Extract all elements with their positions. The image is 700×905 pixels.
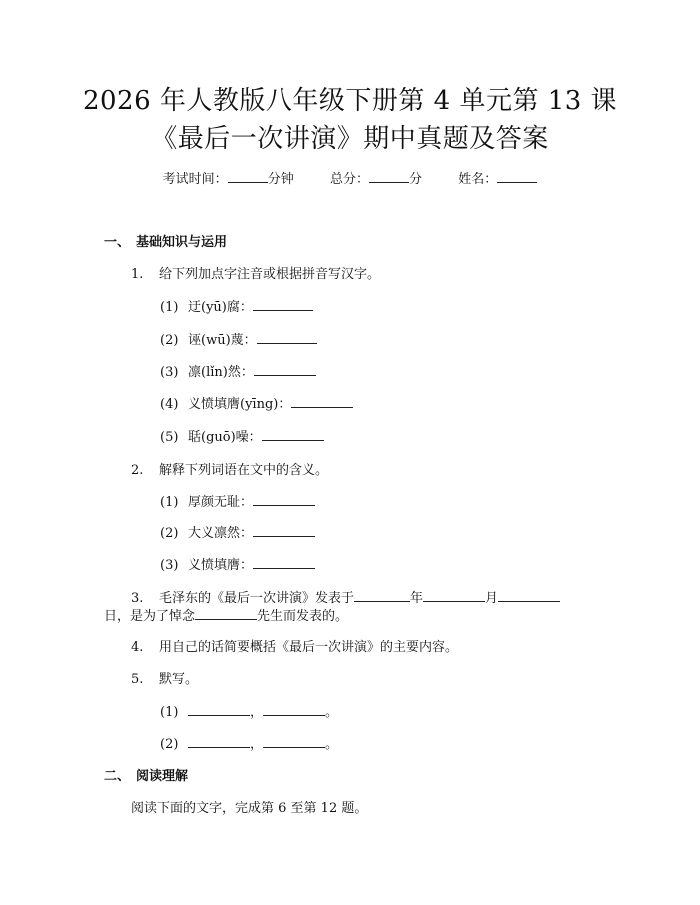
section-title: 阅读理解 (136, 769, 189, 784)
comma: ， (250, 705, 264, 720)
question-num: 4. (131, 640, 144, 655)
time-blank[interactable] (228, 170, 268, 183)
q5-item-1 (160, 701, 338, 720)
question-num: 1. (131, 267, 144, 282)
item-text: 凛(lǐn)然： (188, 365, 254, 380)
doc-title-line2: 《最后一次讲演》期中真题及答案 (151, 124, 549, 154)
answer-blank[interactable] (262, 428, 324, 441)
question-text: 默写。 (159, 672, 199, 687)
score-blank[interactable] (369, 170, 409, 183)
question-text: 日，是为了悼念 (104, 609, 196, 624)
item-text: 大义凛然： (188, 526, 254, 541)
answer-blank[interactable] (263, 703, 325, 716)
section-num: 二、 (104, 769, 131, 784)
q2-item-3 (160, 554, 315, 573)
answer-blank[interactable] (257, 331, 317, 344)
question-2 (131, 459, 328, 478)
question-text: 用自己的话简要概括《最后一次讲演》的主要内容。 (159, 640, 459, 655)
item-num: (5) (160, 430, 179, 445)
answer-blank[interactable] (291, 395, 353, 408)
answer-blank[interactable] (253, 556, 315, 569)
question-num: 3. (131, 591, 144, 606)
month-label: 月 (485, 591, 499, 606)
item-num: (1) (160, 495, 179, 510)
item-num: (2) (160, 737, 179, 752)
answer-blank[interactable] (253, 298, 313, 311)
section-heading-1 (104, 231, 227, 250)
question-text: 解释下列词语在文中的含义。 (159, 463, 329, 478)
section-num: 一、 (104, 235, 131, 250)
q1-item-3 (160, 361, 316, 380)
q1-item-1 (160, 296, 313, 315)
item-num: (4) (160, 397, 179, 412)
day-blank[interactable] (498, 589, 560, 602)
comma: ， (250, 737, 264, 752)
question-3-line2 (104, 605, 348, 624)
question-text: 给下列加点字注音或根据拼音写汉字。 (159, 267, 381, 282)
reading-intro: 阅读下面的文字，完成第 6 至第 12 题。 (131, 801, 368, 816)
item-num: (3) (160, 558, 179, 573)
answer-blank[interactable] (188, 735, 250, 748)
person-blank[interactable] (195, 607, 257, 620)
year-label: 年 (410, 591, 424, 606)
q5-item-2 (160, 733, 338, 752)
question-num: 5. (131, 672, 144, 687)
answer-blank[interactable] (188, 703, 250, 716)
name-blank[interactable] (497, 170, 537, 183)
month-blank[interactable] (423, 589, 485, 602)
question-num: 2. (131, 463, 144, 478)
question-1 (131, 263, 380, 282)
answer-blank[interactable] (253, 524, 315, 537)
q1-item-4 (160, 393, 353, 412)
answer-blank[interactable] (253, 493, 315, 506)
answer-blank[interactable] (254, 363, 316, 376)
year-blank[interactable] (354, 589, 410, 602)
item-num: (2) (160, 526, 179, 541)
question-text-end: 先生而发表的。 (257, 609, 349, 624)
section-title: 基础知识与运用 (136, 235, 228, 250)
item-text: 义愤填膺： (188, 558, 254, 573)
score-unit: 分 (409, 172, 423, 187)
question-text: 毛泽东的《最后一次讲演》发表于 (159, 591, 355, 606)
item-text: 诬(wū)蔑： (188, 333, 257, 348)
q2-item-2 (160, 522, 315, 541)
name-label: 姓名： (458, 172, 498, 187)
question-4 (131, 636, 458, 655)
item-text: 义愤填膺(yīng)： (188, 397, 292, 412)
q1-item-5 (160, 426, 324, 445)
exam-meta (0, 168, 700, 187)
item-text: 迂(yū)腐： (188, 300, 253, 315)
q1-item-2 (160, 329, 317, 348)
question-3-line1 (131, 587, 560, 606)
answer-blank[interactable] (263, 735, 325, 748)
period: 。 (325, 705, 339, 720)
q2-item-1 (160, 491, 315, 510)
question-5 (131, 668, 198, 687)
score-label: 总分： (329, 172, 369, 187)
item-text: 厚颜无耻： (188, 495, 254, 510)
item-num: (1) (160, 705, 179, 720)
item-text: 聒(guō)噪： (188, 430, 262, 445)
section-heading-2 (104, 765, 188, 784)
item-num: (1) (160, 300, 179, 315)
period: 。 (325, 737, 339, 752)
time-unit: 分钟 (267, 172, 294, 187)
time-label: 考试时间： (162, 172, 228, 187)
doc-title-line1: 2026 年人教版八年级下册第 4 单元第 13 课 (82, 86, 618, 116)
item-num: (2) (160, 333, 179, 348)
item-num: (3) (160, 365, 179, 380)
